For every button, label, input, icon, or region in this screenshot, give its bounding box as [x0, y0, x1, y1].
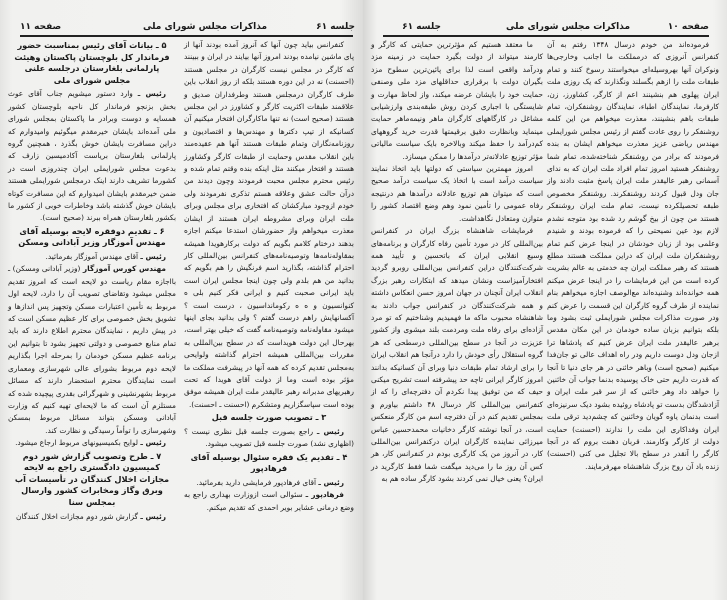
paragraph [8, 437, 176, 449]
paragraph [8, 511, 176, 523]
paragraph-text: کنفرانس بیاید چون آنها که آنروز آمده بودند آنها از پای ماشین نیامده بودند امروز آنها بیایند در ایران و ببینند که کارگر در مجلس نیست کارگران در مجلس هستند (احسنت) نه در این دوره هستند بلکه از روز انقلاب باین طرف کارگران درمجلس هستند وطرفداران صدیق و علاقمند طبقات اکثریت کارگر و کشاورز در این مجلس هستند (صحیح است) نه تنها ماکارگران افتخار میکنیم آن کسانیکه از تیپ دکترها و مهندس‌ها و اقتصادیون و روزنامه‌نگاران وتمام طبقات هستند آنها هم عقیده‌مند باین انقلاب مقدس وحمایت از طبقات کارگر وکشاورز هستند و افتخار میکنند مثل اینکه بنده وقتم تمام شده و رئیس محترم مجلس محبت فرمودند وچون دیدند من درآن حالت عشق وعلاقه هستم تذکری نفرمودند ولی خودم ازوجود مبارکشان که افتخاری برای مجلس وبرای ملت ایران وبرای مشروطه ایران هستند از ایشان معذرت میخواهم واز حضورشان استدعا میکنم اجازه بدهند درختام کلامم بگویم که دولت برکارهویدا همیشه بمقاوله‌نامه‌ها وتوصیه‌نامه‌های کنفرانس بین‌المللی کار احترام گذاشته، بگذارید اسم فرنگیش را هم بگویم که بدانید من هم بلدم ولی چون اینجا مجلس ایران است باید ایرانی صحبت کنیم و ایرانی فکر کنیم بلی ه کنوانسیون و ه ه رکومانداسیون ، درست است ؟ آکسانهایش راهم درست گفتم ؟ ولی بدانید بجای اینها میشود مقاوله‌نامه وتوصیه‌نامه گفت که خیلی بهتر است، بهرحال این دولت هویداست که در سطح بین‌المللی به مقررات بین‌المللی همیشه احترام گذاشته ولوایحی به‌مجلس تقدیم کرده که همه آنها در پیشرفت مملکت ما مؤثر بوده است وما از دولت آقای هویدا که تحت رهبریهای مدبرانه رهبر عالیقدر ملت ایران همیشه موفق بوده است سپاسگزاریم ومتشکرم (احسنت ـ احسنت). [184, 40, 354, 409]
paragraph-text: لوایح بکمیسیونهای مربوط ارجاع میشود. [15, 438, 141, 448]
speaker-name: فرهادپور ـ [305, 490, 344, 500]
text-column-right [184, 39, 354, 514]
page-number: صفحه ۱۱ [20, 22, 62, 32]
session-number: جلسه ۶۱ [316, 22, 355, 32]
session-number: جلسه ۶۱ [402, 22, 441, 32]
paragraph [371, 225, 543, 486]
speaker-name: رئیس ـ [318, 477, 344, 487]
text-column-left [8, 39, 176, 523]
page-10 [363, 0, 727, 600]
speaker-name: رئیس ـ [140, 511, 166, 521]
header-rule [20, 35, 353, 37]
speaker-name: رئیس ـ [140, 438, 166, 448]
paragraph [547, 39, 719, 473]
paragraph [371, 163, 543, 225]
section-heading: ۶ ـ تقدیم دوفقره لایحه بوسیله آقای مهندس آموزگار وزیر آبادانی ومسکن [18, 225, 166, 248]
paragraph-text: ما معتقد هستیم کم مؤثرترین حمایتی که کارگر و کارمند میتواند از دولت بگیرد حمایت در زمینه مزد ودرآمد واقعی است لذا برای پائین‌ترین سطوح مزد بگیران دولت با برقراری حداقلهای مزد ملی وصنفی حمایت خود را بایشان عرضه میکند، واز لحاظ مهارت و شایستگی با اجباری کردن روش طبقه‌بندی وارزشیابی مشاغل در کارگاههای کارگران ماهر ونیمه‌ماهر حمایت مینماید وبانظارت دقیق برقیمتها قدرت خرید گروههای کم‌درآمد را حفظ میکند وبالاخره بایک سیاست مالیاتی مؤثر توزیع عادلانه‌تر درآمدها را ممکن میسازد. [371, 40, 543, 161]
section-heading: ۵ ـ بیانات آقای رئیس بمناسبت حضور فرماندار کل بلوچستان پاکستان وهیئت پارلمانی بلغارستان درجلسه علنی مجلس شورای ملی [14, 40, 170, 85]
section-heading: ۳ ـ تصویب صورت جلسه قبل [211, 412, 327, 423]
paragraph-text: گزارش شور دوم مجازات اخلال کنندگان [16, 511, 141, 521]
section-heading: ۴ ـ تقدیم یک فقره سئوال بوسیله آقای فرهادپور [190, 451, 348, 474]
paragraph-text: فرموده‌اند من خودم درسال ۱۳۴۸ رفتم به آن کنفرانس آنروزی که درمملکت ما اجانب وخارجی‌ها ونوکران آنها بهروسیله‌ای میخواستند رسوخ کنند و تمام طبقات ملت را ازهم بگسلند ونگذارند که یک روزی ملت ایران پهلوی هم بنشینند اعم از کارگر، کشاورز، زن، کارفرما، نمایندگان اطباء، نمایندگان روشنفکران، تمام طبقات باهم بنشینند، معذرت میخواهم من این کلمه روشنفکر را روی عادت گفتم از رئیس مجلس شورایملی مهندس ریاضی عزیز معذرت میخواهم ایشان به بنده فرمودند که برادر من روشنفکر شناخته‌شده، تمام شما روشنفکر هستید امروز تمام افراد ملت ایران که به ندای آسمانی رهبر عالیقدر ملت ایران پاسخ مثبت دادند واز جان ودل قبول کردند روشنفکرند. روشنفکر مخصوص طبقه تحصیلکرده نیست، تمام ملت ایران روشنفکر هستند من چون از بیخ گوشم رد شده بود متوجه نشدم لازم بود عین نصیحتی را که فرموده بودند و شنیدم وعلمی بود از زبان خودشان در اینجا عرض کنم تمام روشنفکران ملت ایران که دراین مملکت هستند مطلع هستند که رهبر مملکت ایران چه خدمتی به عالم بشریت کرده است من این فرمایشات را در اینجا عرض میکنم همه خوانده‌اند وشنیده‌اند مع‌الوصف اجازه میخواهم بنام نماینده از طرف گروه کارگران این قسمت را عرض کنم ودر صورت مذاکرات مجلس شورایملی ثبت بشود وما بلکه بتوانیم بزبان ساده خودمان در این مکان مقدس برهبر عالیقدر ملت ایران عرض کنیم که پادشاها ترا ازجان ودل دوست داریم ودر راه اهداف عالی تو جان‌فدا میکنیم (صحیح است) وباهر خائنی در هر جای دنیا تا آنجا که قدرت داریم حتی خاک پوسیده بدنما جواب آن خائنین را خواهد داد وهر خائنی که از سر قبر ملت ایران و آزادشدگان بدست تو پادشاه روئیده بشود دیک سرنیزه‌ای است بدنمان یاوه گویان وخائنین که چشم‌دید ترقی ملت ایران وفداکاری این ملت را ندارند (احسنت) حمایت دولت از کارگر وکارمند. قربان دهنت بروم که در آنجا کارگر را آنقدر در سطح بالا تجلیل می کنی (احسنت) زنده باد آن روح بزرگ شاهنشاه مهرفرمایند. [547, 40, 719, 471]
paragraph [184, 489, 354, 514]
section-heading: ۷ ـ طرح وتصویب گزارش شور دوم کمیسیون دادگستری راجع به لایحه مجازات اخلال کنندگان در تأسیسات آب وبرق وگاز ومخابرات کشور وارسال بمجلس سنا [14, 450, 170, 507]
paragraph-text: آقای مهندس آموزگار بفرمائید. [45, 252, 141, 262]
page-number: صفحه ۱۰ [667, 22, 709, 32]
paragraph-text: آقای فرهادپور فرمایشی دارید بفرمائید. [196, 477, 319, 487]
paragraph [371, 39, 543, 163]
running-title: مذاکرات مجلس شورای ملی [505, 22, 631, 32]
paragraph-text: فرمایشات شاهنشاه بزرگ ایران در کنفرانس بین‌المللی کار در مورد تأمین رفاه کارگران و برنامه‌های وسیع انقلابی ایران که باتحسین و تأیید همه شرکت‌کنندگان دراین کنفرانس بین‌المللی روبرو گردید افتخارآمیزاست ونشان میدهد که ابتکارات رهبر بزرگ انقلاب ایران آنچنان در جهان امروز حسن انعکاس داشته و همه شرکت‌کنندگان در کنفرانس جواب دادند به شاهنشاه محبوب ماکه ما فهمیدیم وشناختیم که تو مرد آزاده‌ای برای رفاه ملت ومردمت بلند میشوی واز کشور عزیزت در آنجا در سطح بین‌المللی درسطحی که هر گروه استقلال رأی خودش را دارد درآنجا هم انقلاب ایران را برای ارشاد تمام طبقات دنیا وبرای آن کسانیکه بدانند امروز کارگر ایرانی تاچه حد پیشرفته است تشریح میکنی حیف که من توفیق پیدا نکردم آن دفترچه‌ای را که از کنفرانس بین‌المللی کار درسال ۴۸ داشتم بیاورم و بمجلس تقدیم کنم در آن دفترچه اسم من کارگر منعکس است، در آنجا نوشته کارگر دخانیات محمدحسین عباس میرزائی نماینده کارگران ایران درکنفرانس بین‌المللی کار، در آنروز من یک کارگری بودم در کنفرانس کار، هر کس آن روز ما را می‌دید میگفت شما فقط کارگرید در ایران؟ یعنی خیال نمی کردند بشود کارگر ساده هم به [371, 226, 543, 484]
paragraph-text: (وزیر آبادانی ومسکن) ـ بااجازه مقام ریاست دو لایحه است که امروز تقدیم مجلس میشود وتقاضای تصویب آن را دارد، لایحه اول مربوط به تأمین اعتبارات مسکن وتجهیز پس اندازها و تشویق بخش خصوصی برای کار عظیم مسکن است که در پیش داریم ، نمایندگان محترم اطلاع دارند که باید تمام منابع خصوصی و دولتی تجهیز بشود تا بتوانیم این برنامه عظیم مسکن خودمان را بمرحله اجرا بگذاریم لایحه دوم مربوط بشورای عالی شهرسازی ومعماری است نمایندگان محترم استحضار دارند که مسائل مربوط بشهرنشینی و شهرگرائی بقدری پیچیده شده که مستلزم آن است که ما لایحه‌ای تهیه کنیم که وزارت آبادانی ومسکن بتواند مسائل مربوط بمسکن وشهرسازی را توأماً رسیدگی و نظارت کند. [8, 264, 176, 435]
paragraph-text: وارد دستور میشویم جناب آقای عوث بخش بزنجو فرماندار کل ناحیه بلوچستان کشور همسایه و دوست وبرادر ما پاکستان بمجلس شورای ملی آمده‌اند بایشان خیرمقدم میگوئیم وامیدوارم که دراین مسافرت بایشان خوش بگذرد ، همچنین گروه پارلمانی بلغارستان بریاست آکادمیسین زارف که بدعوت مجلس شورایملی ایران چندروزی است در کشورما تشریف دارند اینک درمجلس شورایملی هستند ضمن خیرمقدم بایشان امیدوارم که این مسافرت کوتاه بایشان خوش گذشته باشد وخاطرات خوبی از کشور ما بکشور بلغارستان همراه ببرند (صحیح است). [8, 89, 176, 223]
paragraph [184, 477, 354, 489]
speaker-name: رئیس ـ [140, 252, 166, 262]
speaker-name: رئیس ـ [137, 89, 166, 99]
speaker-name: مهندس کورس آموزگار [82, 264, 166, 274]
text-column-right [547, 39, 719, 473]
paragraph [184, 39, 354, 411]
text-column-left [371, 39, 543, 486]
paragraph [8, 88, 176, 224]
paragraph [184, 426, 354, 451]
paragraph-text: راجع بصورت جلسه قبل نظری نیست ؟ (اظهاری نشد) صورت جلسه قبل تصویب میشود. [184, 426, 354, 449]
paragraph-text: امروز مهمترین سیاستی که دولتها باید اتخاذ نمایند سیاست درآمد است با اتخاذ یک سیاست درآمد صحیح است که میتوان هم توزیع عادلانه درآمدها هم درنتیجه رفاه عمومی را تأمین نمود وهم وضع اقتصاد کشور را متوازن ومتعادل نگاهداشت. [371, 164, 543, 223]
page-11 [0, 0, 363, 600]
running-title: مذاکرات مجلس شورای ملی [142, 22, 268, 32]
header-rule [383, 35, 709, 37]
paragraph [8, 251, 176, 263]
speaker-name: رئیس ـ [316, 426, 345, 436]
paragraph [8, 263, 176, 437]
paragraph-text: سئوالی است ازوزارت بهداری راجع به وضع درمانی عشایر بویر احمدی که تقدیم میکنم. [184, 490, 354, 512]
